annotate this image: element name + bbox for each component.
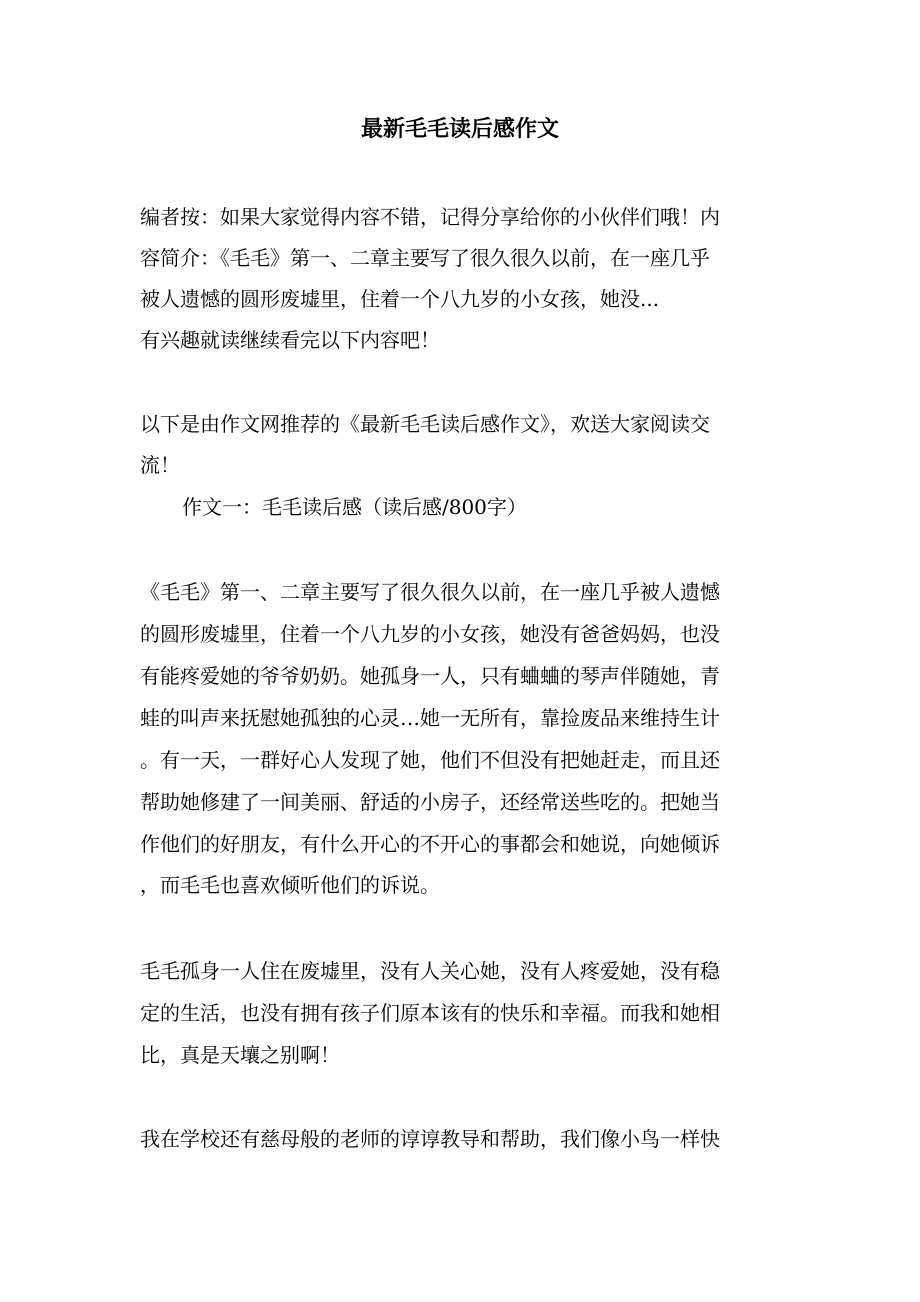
editor-note-line: 编者按：如果大家觉得内容不错，记得分享给你的小伙伴们哦！内 [140, 205, 720, 229]
paragraph-line: 的圆形废墟里，住着一个八九岁的小女孩，她没有爸爸妈妈，也没 [140, 622, 720, 646]
paragraph-line: 有能疼爱她的爷爷奶奶。她孤身一人，只有蛐蛐的琴声伴随她，青 [140, 664, 720, 688]
intro-line: 以下是由作文网推荐的《最新毛毛读后感作文》，欢送大家阅读交 [140, 412, 710, 436]
paragraph-line: 。有一天，一群好心人发现了她，他们不但没有把她赶走，而且还 [140, 748, 720, 772]
paragraph-line: 蛙的叫声来抚慰她孤独的心灵…她一无所有，靠捡废品来维持生计 [140, 706, 720, 730]
paragraph-line: 《毛毛》第一、二章主要写了很久很久以前，在一座几乎被人遗憾 [140, 580, 720, 604]
paragraph-line: 我在学校还有慈母般的老师的谆谆教导和帮助，我们像小鸟一样快 [140, 1127, 720, 1151]
paragraph-line: 比，真是天壤之别啊！ [140, 1043, 340, 1067]
paragraph-line: 帮助她修建了一间美丽、舒适的小房子，还经常送些吃的。把她当 [140, 790, 720, 814]
essay-heading: 作文一：毛毛读后感（读后感/800字） [182, 495, 527, 519]
intro-line: 流！ [140, 453, 180, 477]
editor-note-line: 被人遗憾的圆形废墟里，住着一个八九岁的小女孩，她没... [140, 287, 660, 311]
editor-note-line: 容简介：《毛毛》第一、二章主要写了很久很久以前，在一座几乎 [140, 246, 710, 270]
paragraph-line: 毛毛孤身一人住在废墟里，没有人关心她，没有人疼爱她，没有稳 [140, 959, 720, 983]
paragraph-line: 作他们的好朋友，有什么开心的不开心的事都会和她说，向她倾诉 [140, 832, 720, 856]
paragraph-line: 定的生活，也没有拥有孩子们原本该有的快乐和幸福。而我和她相 [140, 1001, 720, 1025]
paragraph-line: ，而毛毛也喜欢倾听他们的诉说。 [140, 873, 440, 897]
editor-note-line: 有兴趣就读继续看完以下内容吧！ [140, 328, 440, 352]
document-title: 最新毛毛读后感作文 [360, 116, 559, 142]
